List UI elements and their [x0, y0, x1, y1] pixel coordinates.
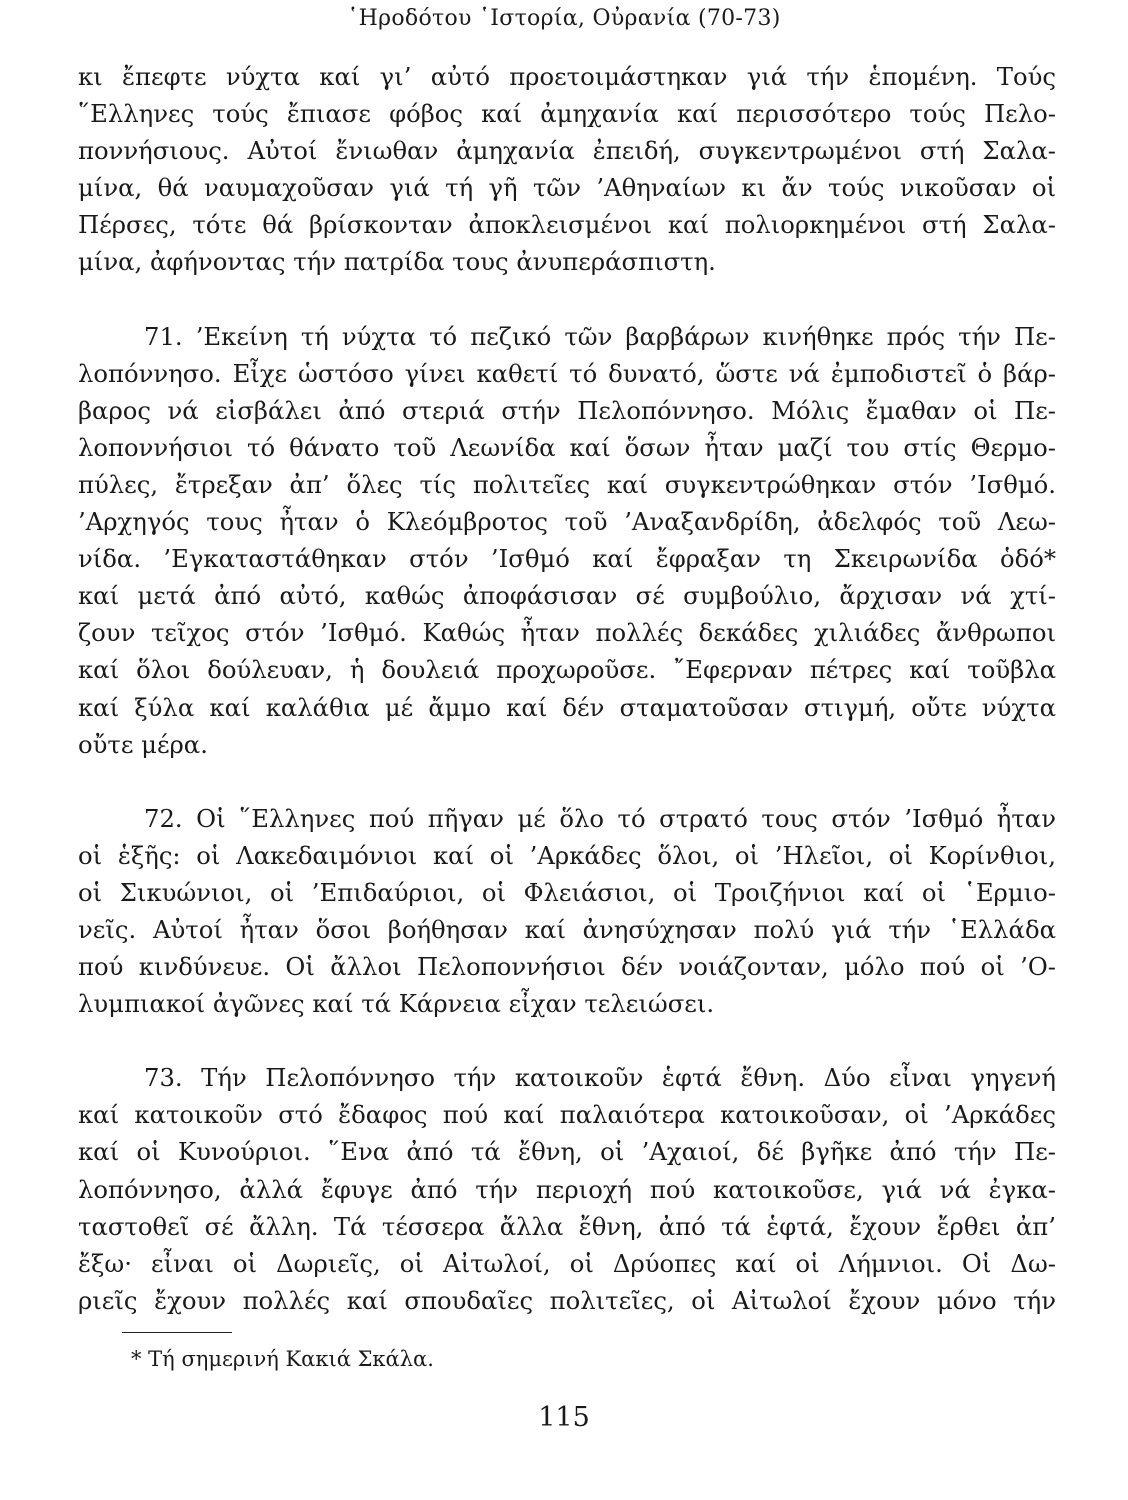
text-line: ζουν τεῖχος στόν ’Ισθμό. Καθώς ἦταν πολλές δεκάδες χιλιάδες ἄνθρωποι: [78, 618, 1056, 648]
text-line: ποννήσιους. Αὐτοί ἔνιωθαν ἀμηχανία ἐπειδή, συγκεντρωμένοι στή Σαλα-: [78, 136, 1056, 166]
text-line: ριεῖς ἔχουν πολλές καί σπουδαῖες πολιτεῖες, οἱ Αἰτωλοί ἔχουν μόνο τήν: [78, 1285, 1056, 1315]
footnote: * Τή σημερινή Κακιά Σκάλα.: [131, 1347, 434, 1371]
text-line: βαρος νά εἰσβάλει ἀπό στεριά στήν Πελοπόννησο. Μόλις ἔμαθαν οἱ Πε-: [78, 395, 1056, 425]
text-line: ἔξω· εἶναι οἱ Δωριεῖς, οἱ Αἰτωλοί, οἱ Δρύοπες καί οἱ Λήμνιοι. Οἱ Δω-: [78, 1248, 1056, 1278]
text-line: λοπόννησο, ἀλλά ἔφυγε ἀπό τήν περιοχή πού κατοικοῦσε, γιά νά ἐγκα-: [78, 1174, 1056, 1204]
paragraph-72: [78, 800, 1056, 1023]
paragraph-71: [78, 318, 1056, 763]
text-line: ’Αρχηγός τους ἦταν ὁ Κλεόμβροτος τοῦ ’Αναξανδρίδη, ἀδελφός τοῦ Λεω-: [78, 507, 1056, 537]
text-line: κι ἔπεφτε νύχτα καί γι’ αὐτό προετοιμάστηκαν γιά τήν ἑπομένη. Τούς: [78, 62, 1056, 91]
text-line: καί ὅλοι δούλευαν, ἡ δουλειά προχωροῦσε. ῎Εφερναν πέτρες καί τοῦβλα: [78, 655, 1056, 685]
text-line: λυμπιακοί ἀγῶνες καί τά Κάρνεια εἶχαν τελειώσει.: [78, 989, 715, 1019]
text-line: καί μετά ἀπό αὐτό, καθώς ἀποφάσισαν σέ συμβούλιο, ἄρχισαν νά χτί-: [78, 581, 1056, 611]
text-line: οἱ Σικυώνιοι, οἱ ’Επιδαύριοι, οἱ Φλειάσιοι, οἱ Τροιζήνιοι καί οἱ ῾Ερμιο-: [78, 877, 1056, 907]
paragraph-intro: [78, 58, 1056, 281]
text-line: λοπόννησο. Εἶχε ὡστόσο γίνει καθετί τό δυνατό, ὥστε νά ἐμποδιστεῖ ὁ βάρ-: [78, 358, 1056, 388]
text-line: 71. ’Εκείνη τή νύχτα τό πεζικό τῶν βαρβάρων κινήθηκε πρός τήν Πε-: [144, 321, 1056, 351]
text-line: μίνα, θά ναυμαχοῦσαν γιά τή γῆ τῶν ’Αθηναίων κι ἄν τούς νικοῦσαν οἱ: [78, 173, 1056, 203]
text-line: λοποννήσιοι τό θάνατο τοῦ Λεωνίδα καί ὅσων ἦταν μαζί του στίς Θερμο-: [78, 432, 1056, 462]
paragraph-73: [78, 1059, 1056, 1319]
text-line: οἱ ἑξῆς: οἱ Λακεδαιμόνιοι καί οἱ ’Αρκάδες ὅλοι, οἱ ’Ηλεῖοι, οἱ Κορίνθιοι,: [78, 840, 1056, 870]
page-number: 115: [538, 1402, 590, 1433]
text-line: πού κινδύνευε. Οἱ ἄλλοι Πελοποννήσιοι δέν νοιάζονταν, μόλο πού οἱ ’Ο-: [78, 952, 1056, 982]
text-line: οὔτε μέρα.: [78, 729, 208, 759]
text-line: νίδα. ’Εγκαταστάθηκαν στόν ’Ισθμό καί ἔφραξαν τη Σκειρωνίδα ὁδό*: [78, 544, 1056, 574]
text-line: καί οἱ Κυνούριοι. ῞Ενα ἀπό τά ἔθνη, οἱ ’Αχαιοί, δέ βγῆκε ἀπό τήν Πε-: [78, 1137, 1056, 1167]
text-line: καί ξύλα καί καλάθια μέ ἄμμο καί δέν σταματοῦσαν στιγμή, οὔτε νύχτα: [78, 692, 1056, 722]
text-line: 73. Τήν Πελοπόννησο τήν κατοικοῦν ἑφτά ἔθνη. Δύο εἶναι γηγενή: [144, 1063, 1056, 1093]
running-header: ῾Ηροδότου ῾Ιστορία, Οὐρανία (70-73): [347, 6, 781, 31]
text-line: καί κατοικοῦν στό ἔδαφος πού καί παλαιότερα κατοικοῦσαν, οἱ ’Αρκάδες: [78, 1100, 1056, 1130]
text-line: πύλες, ἔτρεξαν ἀπ’ ὅλες τίς πολιτεῖες καί συγκεντρώθηκαν στόν ’Ισθμό.: [78, 469, 1056, 499]
text-line: ταστοθεῖ σέ ἄλλη. Τά τέσσερα ἄλλα ἔθνη, ἀπό τά ἑφτά, ἔχουν ἔρθει ἀπ’: [78, 1211, 1056, 1241]
text-line: νεῖς. Αὐτοί ἦταν ὅσοι βοήθησαν καί ἀνησύχησαν πολύ γιά τήν ῾Ελλάδα: [78, 914, 1056, 944]
text-line: 72. Οἱ ῞Ελληνες πού πῆγαν μέ ὅλο τό στρατό τους στόν ’Ισθμό ἦταν: [144, 803, 1056, 833]
text-line: ῞Ελληνες τούς ἔπιασε φόβος καί ἀμηχανία καί περισσότερο τούς Πελο-: [78, 99, 1056, 129]
footnote-divider: [122, 1332, 232, 1333]
text-line: μίνα, ἀφήνοντας τήν πατρίδα τους ἀνυπεράσπιστη.: [78, 247, 716, 277]
main-text: [78, 58, 1056, 1319]
text-line: Πέρσες, τότε θά βρίσκονταν ἀποκλεισμένοι καί πολιορκημένοι στή Σαλα-: [78, 210, 1056, 240]
